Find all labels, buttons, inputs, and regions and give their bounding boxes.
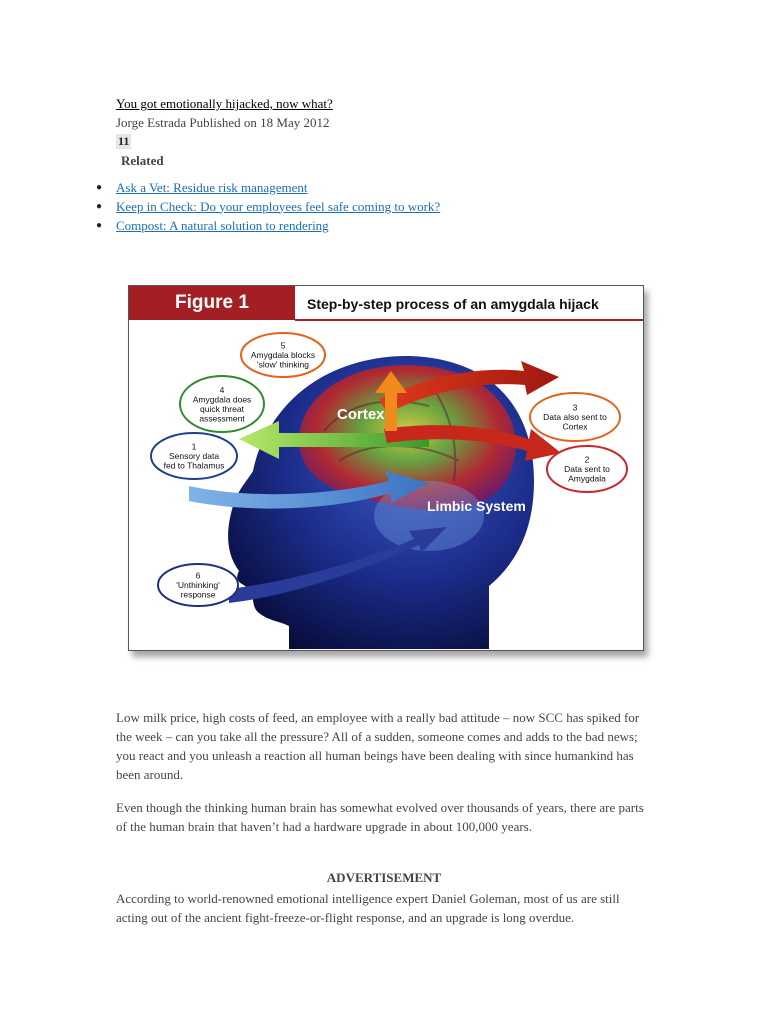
list-item (96, 178, 440, 197)
paragraph-3: According to world-renowned emotional intelligence expert Daniel Goleman, most of us are still acting out of the ancient fight-freeze-or-flight response, and an upgrade is long overdue. (116, 891, 620, 925)
related-link-2[interactable]: Keep in Check: Do your employees feel safe coming to work? (116, 198, 441, 214)
step-text: 5 (280, 340, 286, 351)
figure-title: Step-by-step process of an amygdala hijack (307, 296, 599, 312)
advertisement-label: ADVERTISEMENT (326, 870, 442, 885)
step-text: 'slow' thinking (257, 359, 309, 370)
step-bubble-4 (180, 376, 264, 432)
bullet-icon: ● (96, 220, 103, 231)
step-text: Data sent to (564, 464, 610, 474)
bullet-icon: ● (96, 201, 103, 212)
paragraph-2: Even though the thinking human brain has somewhat evolved over thousands of years, there are parts of the human brain that haven’t had a hardware upgrade in about 100,000 years. (116, 800, 644, 834)
related-heading: Related (121, 153, 164, 168)
cortex-label: Cortex (337, 406, 385, 423)
related-list (96, 178, 440, 235)
list-item (96, 216, 440, 235)
step-text: Amygdala blocks (250, 350, 316, 360)
limbic-label: Limbic System (427, 498, 526, 514)
related-link-1[interactable]: Ask a Vet: Residue risk management (116, 179, 308, 195)
step-text: Data also sent to (543, 412, 607, 422)
step-bubble-1 (151, 433, 237, 479)
step-bubble-2 (547, 446, 627, 492)
step-bubble-6 (158, 564, 238, 606)
article-title-link[interactable]: You got emotionally hijacked, now what? (116, 96, 333, 111)
step-text: 6 (195, 570, 201, 581)
amygdala-hijack-illustration (129, 321, 641, 649)
step-text: response (180, 589, 216, 600)
comment-count-badge: 11 (118, 134, 130, 148)
list-item (96, 197, 440, 216)
step-text: 1 (191, 441, 197, 452)
step-text: 2 (584, 454, 590, 465)
step-text: Amygdala (568, 473, 606, 484)
paragraph-1: Low milk price, high costs of feed, an employee with a really bad attitude – now SCC has spiked for the week – can you take all the pressure? All of a sudden, someone comes and adds to the bad news; you react and you unleash a reaction all human beings have been dealing with since humankind has been around. (116, 710, 640, 782)
step-text: Amygdala does (192, 394, 252, 405)
bullet-icon: ● (96, 182, 103, 193)
figure-header (129, 286, 643, 320)
step-bubble-3 (530, 393, 620, 441)
related-link-3[interactable]: Compost: A natural solution to rendering (116, 217, 329, 233)
figure-tag: Figure 1 (129, 286, 295, 320)
step-bubble-5 (241, 333, 325, 377)
step-text: assessment (199, 413, 245, 424)
step-text: Cortex (562, 421, 588, 432)
figure (128, 285, 644, 651)
step-text: 4 (219, 384, 225, 395)
step-text: 'Unthinking' (176, 580, 220, 590)
step-text: 3 (572, 402, 578, 413)
step-text: Sensory data (168, 451, 220, 461)
step-text: quick threat (200, 403, 244, 414)
step-text: fed to Thalamus (163, 460, 225, 471)
byline: Jorge Estrada Published on 18 May 2012 (116, 115, 330, 130)
